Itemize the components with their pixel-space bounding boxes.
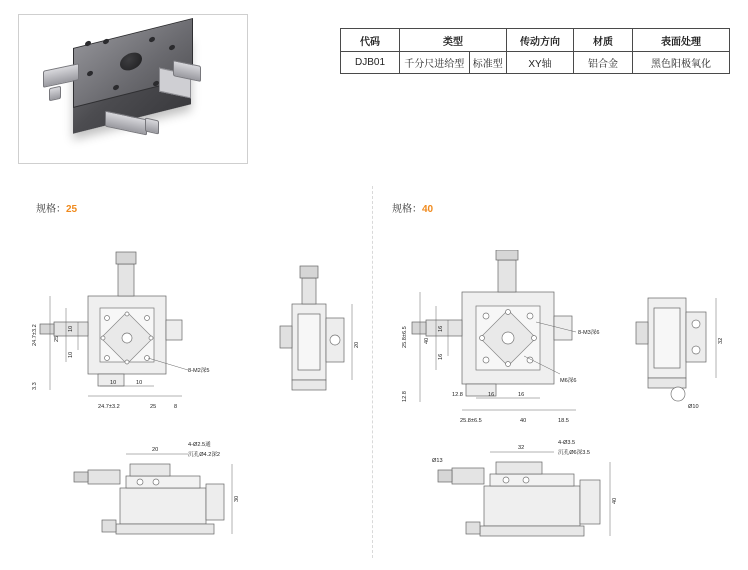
section-label-value: 40	[422, 204, 434, 215]
table-row	[341, 52, 730, 74]
note-label: 8-M2深5	[188, 368, 210, 374]
dim-label: 20	[152, 447, 159, 453]
cell-finish: 黑色阳极氧化	[633, 52, 730, 74]
dim-label: Ø10	[688, 404, 699, 410]
product-photo-image	[27, 23, 239, 155]
dim-label: 16	[518, 392, 525, 398]
cell-type-a: 千分尺进给型	[400, 52, 470, 74]
note-label: 8-M3深6	[578, 330, 600, 336]
specification-table	[340, 28, 730, 74]
section-label-value: 25	[66, 204, 78, 215]
dim-label: 32	[718, 337, 724, 344]
cell-material: 铝合金	[574, 52, 633, 74]
section-label-text: 规格：	[392, 204, 422, 215]
dim-label: 40	[612, 497, 618, 504]
dim-label: 10	[68, 351, 74, 358]
section-divider	[372, 186, 373, 558]
dim-label: 16	[438, 325, 444, 332]
drawing-40-front-view	[430, 440, 670, 560]
dim-label: 10	[68, 325, 74, 332]
dim-label: 25	[150, 404, 157, 410]
dim-label: 18.5	[558, 418, 569, 424]
drawing-25-front-view	[60, 440, 290, 560]
drawing-25-side-view	[272, 262, 362, 412]
product-photo	[18, 14, 248, 164]
drawing-40-top-view	[400, 250, 660, 430]
drawing-25-top-view	[28, 250, 278, 420]
dim-label: 30	[234, 495, 240, 502]
dim-label: 10	[136, 380, 143, 386]
dim-label: 32	[518, 445, 525, 451]
dim-label: 40	[424, 337, 430, 344]
dim-label: 20	[354, 341, 360, 348]
dim-label: 10	[110, 380, 117, 386]
dim-label: 25.8±6.5	[402, 326, 408, 348]
dim-label: Ø13	[432, 458, 443, 464]
dim-label: 24.7±3.2	[32, 324, 38, 346]
note-label: 4-Ø2.5通	[188, 442, 211, 448]
dim-label: 25.8±6.5	[460, 418, 482, 424]
cell-code: DJB01	[341, 52, 400, 74]
table-header-material: 材质	[574, 29, 633, 52]
table-header-finish: 表面处理	[633, 29, 730, 52]
micrometer-thimble-front	[145, 118, 159, 135]
note-label: 沉孔Ø6深3.5	[558, 450, 591, 456]
dim-label: 25	[54, 335, 60, 342]
note-label: M6深6	[560, 378, 577, 384]
dim-label: 24.7±3.2	[98, 404, 120, 410]
dim-label: 12.8	[402, 391, 408, 402]
dim-label: 16	[488, 392, 495, 398]
note-label: 沉孔Ø4.2深2	[188, 452, 221, 458]
note-label: 4-Ø3.5	[558, 440, 576, 446]
table-header-type: 类型	[400, 29, 507, 52]
micrometer-thimble-left	[49, 86, 61, 102]
section-label-40	[392, 200, 433, 215]
dim-label: 40	[520, 418, 527, 424]
dim-label: 16	[438, 353, 444, 360]
table-header-row	[341, 29, 730, 52]
section-label-25	[36, 200, 77, 215]
cell-type-b: 标准型	[469, 52, 506, 74]
dim-label: 3.3	[32, 382, 38, 390]
section-label-text: 规格：	[36, 204, 66, 215]
drawing-40-side-view	[630, 268, 740, 418]
table-header-code: 代码	[341, 29, 400, 52]
cell-direction: XY轴	[507, 52, 574, 74]
dim-label: 12.8	[452, 392, 463, 398]
table-header-direction: 传动方向	[507, 29, 574, 52]
dim-label: 8	[174, 404, 178, 410]
